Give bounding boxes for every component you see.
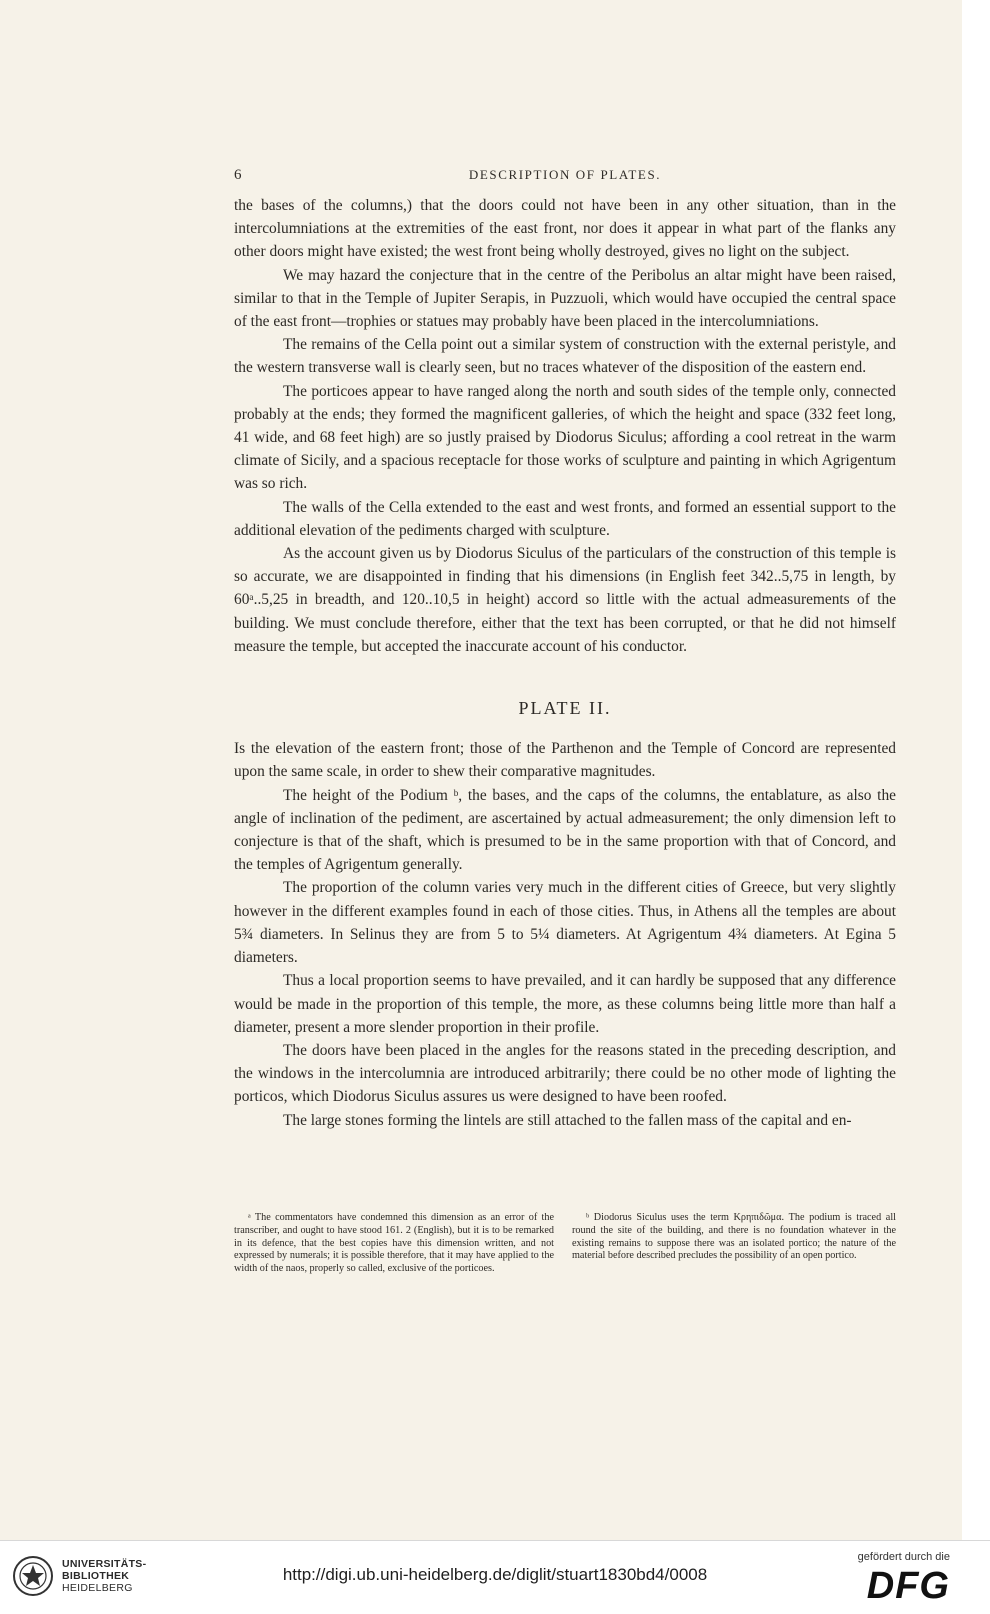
permalink-url[interactable]: http://digi.ub.uni-heidelberg.de/diglit/stuart1830bd4/0008: [282, 1565, 708, 1584]
body-text: [234, 194, 896, 1132]
paragraph: The proportion of the column varies very much in the different cities of Greece, but very slightly however in the different examples found in each of those cities. Thus, in Athens all the temples are about 5¾ diameters. In Selinus they are from 5 to 5¼ diameters. At Agrigentum 4¾ diameters. At Egina 5 diameters.: [234, 879, 896, 967]
paragraph: The remains of the Cella point out a similar system of construction with the external peristyle, and the western transverse wall is clearly seen, but no traces whatever of the disposition of the eastern end.: [234, 336, 896, 377]
library-line: BIBLIOTHEK: [62, 1570, 130, 1582]
paragraph: As the account given us by Diodorus Siculus of the particulars of the construction of this temple is so accurate, we are disappointed in finding that his dimensions (in English feet 342..5,75 in length, by 60ᵃ..5,25 in breadth, and 120..10,5 in height) accord so little with the actual admeasurements of the building. We must conclude therefore, either that the text has been corrupted, or that he did not himself measure the temple, but accepted the inaccurate account of his conductor.: [234, 545, 896, 655]
funded-by-label: gefördert durch die: [857, 1551, 950, 1563]
paragraph: The large stones forming the lintels are still attached to the fallen mass of the capital and en-: [283, 1111, 852, 1129]
footnote-b: [572, 1212, 896, 1263]
viewer-footer: [0, 1540, 990, 1614]
paragraph: Thus a local proportion seems to have prevailed, and it can hardly be supposed that any difference would be made in the proportion of this temple, the more, as these columns being little more than half a diameter, present a more slender proportion in their profile.: [234, 972, 896, 1036]
page-margin: [962, 0, 990, 1540]
paragraph: Is the elevation of the eastern front; those of the Parthenon and the Temple of Concord are represented upon the same scale, in order to shew their comparative magnitudes.: [234, 740, 896, 781]
library-line: HEIDELBERG: [62, 1582, 133, 1594]
paragraph: The doors have been placed in the angles for the reasons stated in the preceding description, and the windows in the intercolumnia are introduced arbitrarily; there could be no other mode of lighting the porticos, which Diodorus Siculus assures us were designed to have been roofed.: [234, 1041, 896, 1106]
paragraph: the bases of the columns,) that the doors could not have been in any other situation, than in the intercolumniations at the extremities of the east front, nor does it appear in what part of the flanks any other doors might have existed; the west front being wholly destroyed, gives no light on the subject.: [234, 197, 896, 261]
page-number: 6: [234, 167, 242, 183]
library-line: UNIVERSITÄTS-: [62, 1558, 147, 1570]
footnote-a: [234, 1212, 554, 1276]
footnote-b-text: ᵇ Diodorus Siculus uses the term Κρηπιδῶμα. The podium is traced all round the site of the building, and there is no foundation whatever in the existing remains to suppose there was an isolated portico; the nature of the material before described precludes the possibility of an open portico.: [572, 1212, 896, 1262]
running-head: DESCRIPTION OF PLATES.: [468, 167, 662, 182]
plate-heading: PLATE II.: [518, 698, 612, 719]
page-header: [234, 167, 896, 189]
dfg-logo: DFG: [866, 1565, 950, 1607]
paragraph: The porticoes appear to have ranged along the north and south sides of the temple only, connected probably at the ends; they formed the magnificent galleries, of which the height and space (332 feet long, 41 wide, and 68 feet high) are so justly praised by Diodorus Siculus; affording a cool retreat in the warm climate of Sicily, and a spacious receptacle for those works of sculpture and painting in which Agrigentum was so rich.: [234, 382, 896, 493]
paragraph: The walls of the Cella extended to the east and west fronts, and formed an essential support to the additional elevation of the pediments charged with sculpture.: [234, 498, 896, 539]
footnote-a-text: ᵃ The commentators have condemned this dimension as an error of the transcriber, and ought to have stood 161. 2 (English), but it is to be remarked in its defence, that the best copies have this dimension written, and not expressed by numerals; it is possible therefore, that it may have applied to the width of the naos, properly so called, exclusive of the porticoes.: [234, 1212, 554, 1275]
paragraph: We may hazard the conjecture that in the centre of the Peribolus an altar might have been raised, similar to that in the Temple of Jupiter Serapis, in Puzzuoli, which would have occupied the central space of the east front—trophies or statues may probably have been placed in the intercolumniations.: [234, 266, 896, 331]
paragraph: The height of the Podium ᵇ, the bases, and the caps of the columns, the entablature, as also the angle of inclination of the pediment, are ascertained by actual admeasurement; the only dimension left to conjecture is that of the shaft, which is presumed to be in the same proportion with that of Concord, and the temples of Agrigentum generally.: [234, 786, 896, 874]
